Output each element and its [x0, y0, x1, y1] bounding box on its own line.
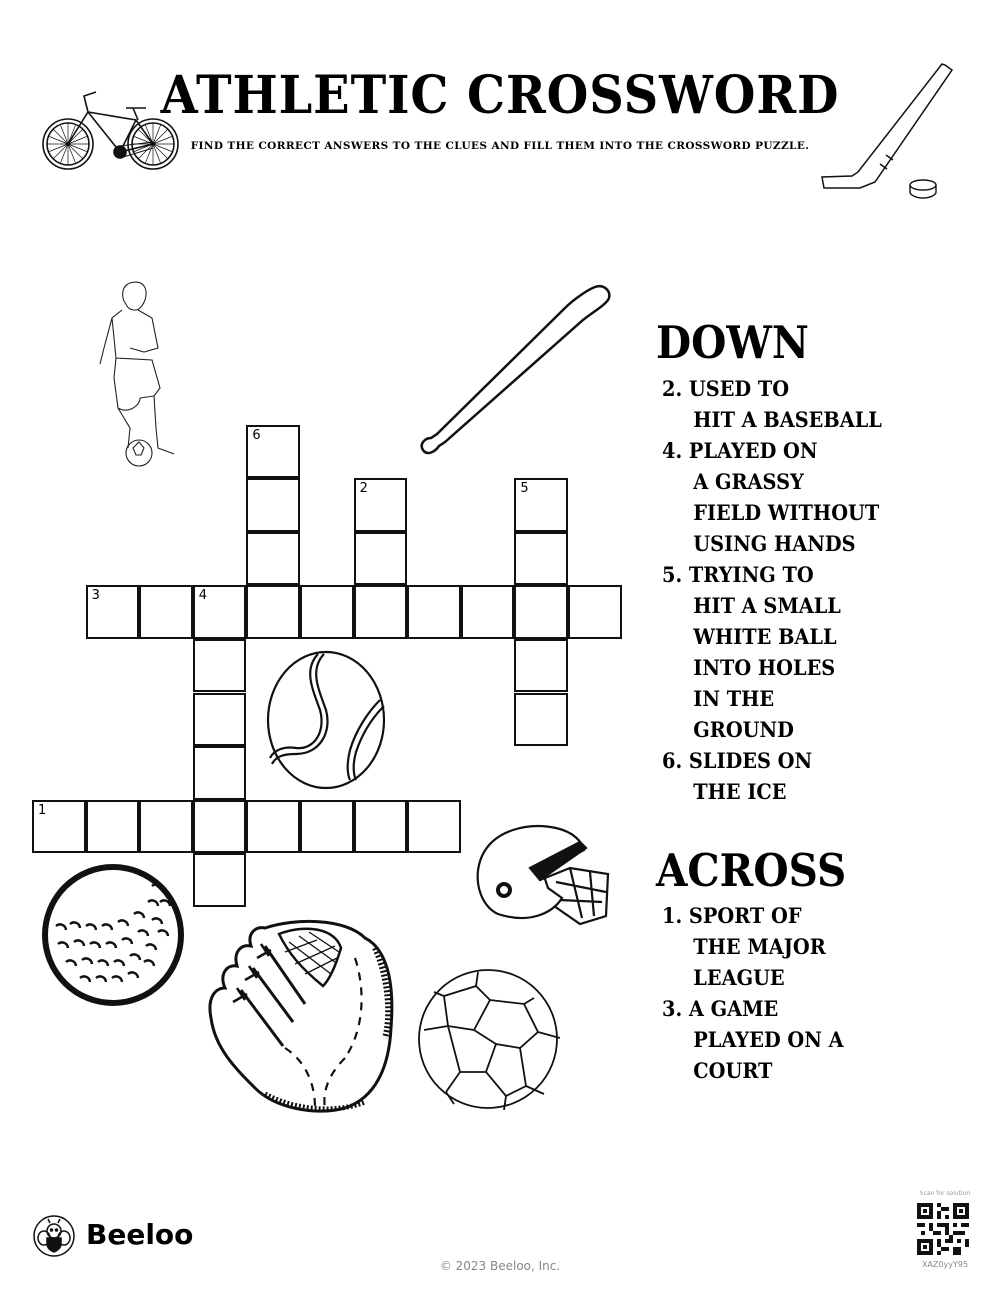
clue-text: TRYING TO	[688, 562, 814, 587]
football-helmet-icon	[470, 818, 612, 930]
crossword-cell[interactable]	[193, 853, 247, 907]
clue-number: 4	[198, 588, 208, 604]
down-clue-4-line: FIELD WITHOUT	[693, 500, 880, 525]
down-clue-4-line: A GRASSY	[693, 469, 804, 494]
crossword-cell[interactable]	[246, 532, 300, 586]
beeloo-logo-icon	[32, 1214, 76, 1258]
scan-label: Scan for solution	[919, 1190, 971, 1197]
crossword-cell[interactable]	[514, 585, 568, 639]
clue-text: PLAYED ON	[688, 438, 818, 463]
crossword-cell[interactable]	[461, 585, 515, 639]
instructions: FIND THE CORRECT ANSWERS TO THE CLUES AND FILL THEM INTO THE CROSSWORD PUZZLE.	[190, 140, 810, 152]
page-title: ATHLETIC CROSSWORD	[160, 65, 840, 126]
across-clue-3	[662, 993, 844, 1024]
down-clue-5-line: WHITE BALL	[693, 624, 837, 649]
bicycle-icon	[38, 80, 183, 175]
crossword-cell[interactable]	[514, 478, 568, 532]
crossword-cell[interactable]	[246, 425, 300, 479]
across-clue-3-line: PLAYED ON A	[693, 1027, 844, 1052]
down-clue-4-line: USING HANDS	[693, 531, 856, 556]
crossword-cell[interactable]	[300, 800, 354, 854]
clue-label-number: 1.	[662, 903, 683, 928]
crossword-cell[interactable]	[354, 478, 408, 532]
crossword-cell[interactable]	[139, 800, 193, 854]
crossword-cell[interactable]	[300, 585, 354, 639]
crossword-cell[interactable]	[193, 693, 247, 747]
baseball-bat-icon	[415, 282, 615, 462]
crossword-cell[interactable]	[354, 532, 408, 586]
down-clue-6	[662, 745, 882, 776]
down-clue-2-line: HIT A BASEBALL	[693, 407, 882, 432]
down-clue-5-line: INTO HOLES	[693, 655, 836, 680]
soccer-ball-icon	[416, 968, 560, 1110]
crossword-cell[interactable]	[139, 585, 193, 639]
down-heading: DOWN	[656, 316, 809, 369]
across-clue-3-line: COURT	[693, 1058, 773, 1083]
crossword-cell[interactable]	[407, 585, 461, 639]
crossword-cell[interactable]	[246, 585, 300, 639]
clue-text: A GAME	[688, 996, 779, 1021]
soccer-player-icon	[94, 278, 194, 468]
crossword-cell[interactable]	[246, 478, 300, 532]
clue-label-number: 2.	[662, 376, 683, 401]
clue-text: USED TO	[688, 376, 790, 401]
clue-label-number: 4.	[662, 438, 683, 463]
clue-label-number: 5.	[662, 562, 683, 587]
clue-text: SLIDES ON	[688, 748, 813, 773]
baseball-glove-icon	[205, 918, 400, 1118]
crossword-cell[interactable]	[354, 800, 408, 854]
down-clue-5-line: IN THE	[693, 686, 775, 711]
down-clue-2	[662, 373, 882, 404]
brand-name: Beeloo	[86, 1218, 194, 1251]
copyright: © 2023 Beeloo, Inc.	[439, 1259, 561, 1273]
crossword-cell[interactable]	[514, 639, 568, 693]
clue-label-number: 3.	[662, 996, 683, 1021]
crossword-cell[interactable]	[354, 585, 408, 639]
crossword-cell[interactable]	[514, 532, 568, 586]
clue-label-number: 6.	[662, 748, 683, 773]
down-clue-4	[662, 435, 882, 466]
qr-code-icon[interactable]	[917, 1203, 969, 1255]
across-clue-1	[662, 900, 844, 931]
clue-number: 3	[91, 588, 100, 604]
across-clue-1-line: LEAGUE	[693, 965, 785, 990]
clue-number: 6	[252, 427, 261, 443]
crossword-cell[interactable]	[407, 800, 461, 854]
crossword-cell[interactable]	[246, 800, 300, 854]
crossword-cell[interactable]	[193, 746, 247, 800]
crossword-cell[interactable]	[193, 585, 247, 639]
crossword-cell[interactable]	[568, 585, 622, 639]
clue-number: 5	[520, 481, 529, 497]
clue-number: 1	[38, 802, 47, 818]
crossword-cell[interactable]	[86, 800, 140, 854]
crossword-cell[interactable]	[32, 800, 86, 854]
crossword-cell[interactable]	[193, 800, 247, 854]
across-clue-1-line: THE MAJOR	[693, 934, 826, 959]
golf-ball-icon	[40, 862, 186, 1008]
crossword-cell[interactable]	[86, 585, 140, 639]
down-clue-5-line: GROUND	[693, 717, 794, 742]
down-clue-5	[662, 559, 882, 590]
across-heading: ACROSS	[656, 844, 847, 897]
clue-text: SPORT OF	[688, 903, 802, 928]
hockey-puck-icon	[908, 178, 938, 200]
tennis-ball-icon	[258, 650, 394, 790]
puzzle-code: XAZ0yyY95	[921, 1260, 969, 1269]
crossword-cell[interactable]	[514, 693, 568, 747]
down-clue-6-line: THE ICE	[693, 779, 787, 804]
clue-number: 2	[359, 481, 368, 497]
crossword-cell[interactable]	[193, 639, 247, 693]
down-clue-5-line: HIT A SMALL	[693, 593, 841, 618]
